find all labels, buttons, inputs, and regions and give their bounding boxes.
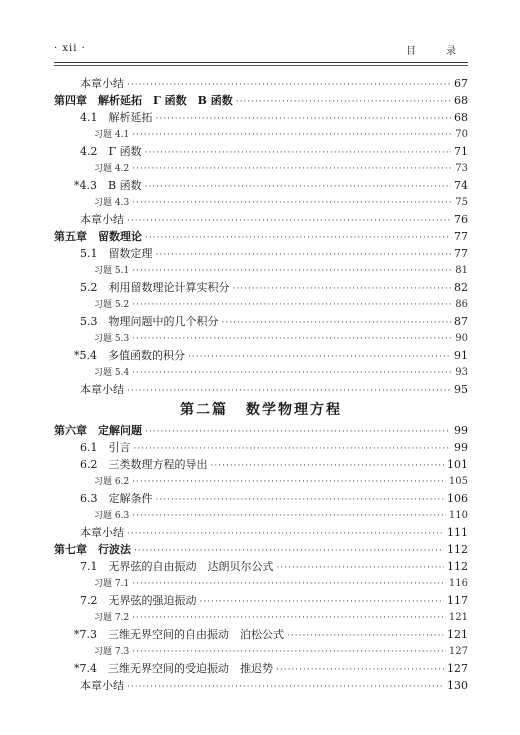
entry-page-number: 76 [454, 213, 468, 226]
toc-entry-exercise[interactable] [54, 575, 468, 592]
entry-page-number: 70 [455, 129, 468, 140]
dot-leader [132, 644, 446, 661]
toc-entry-section[interactable] [54, 75, 468, 92]
toc-entry-exercise[interactable] [54, 194, 468, 211]
entry-title: *7.3 三维无界空间的自由振动 泊松公式 [74, 628, 284, 641]
dot-leader [236, 94, 451, 111]
toc-entry-section[interactable] [54, 660, 468, 677]
toc-entry-chapter[interactable] [54, 541, 468, 558]
entry-page-number: 121 [447, 628, 468, 641]
dot-leader [156, 111, 452, 128]
entry-page-number: 82 [454, 281, 468, 294]
page-number: · xii · [54, 43, 86, 54]
toc-entry-exercise[interactable] [54, 609, 468, 626]
entry-title: 习题 5.3 [94, 334, 130, 344]
entry-page-number: 68 [454, 111, 468, 124]
toc-entry-exercise[interactable] [54, 473, 468, 490]
header-rule-thin [54, 65, 468, 66]
dot-leader [145, 230, 451, 247]
entry-title: 本章小结 [80, 383, 124, 396]
toc-entry-exercise[interactable] [54, 160, 468, 177]
part-number: 第二篇 [180, 402, 228, 418]
toc-entry-section[interactable] [54, 245, 468, 262]
toc-entry-section[interactable] [54, 279, 468, 296]
dot-leader [222, 315, 452, 332]
entry-page-number: 81 [455, 265, 468, 276]
toc-entry-exercise[interactable] [54, 296, 468, 313]
dot-leader [287, 628, 444, 645]
entry-page-number: 75 [455, 197, 468, 208]
entry-title: 习题 7.3 [94, 647, 130, 657]
entry-page-number: 112 [447, 543, 468, 556]
toc-entry-section[interactable] [54, 143, 468, 160]
entry-title: 本章小结 [80, 526, 124, 539]
entry-title: 6.1 引言 [80, 441, 131, 454]
part-title: 数学物理方程 [246, 402, 342, 418]
entry-page-number: 105 [448, 476, 468, 487]
header-rule [54, 62, 468, 63]
entry-title: 第六章 定解问题 [54, 424, 142, 437]
toc-entry-exercise[interactable] [54, 262, 468, 279]
toc-entry-exercise[interactable] [54, 643, 468, 660]
dot-leader [145, 424, 451, 441]
dot-leader [145, 179, 451, 196]
dot-leader [127, 679, 444, 696]
dot-leader [132, 508, 446, 525]
dot-leader [132, 127, 452, 144]
entry-title: 习题 5.1 [94, 266, 130, 276]
toc-entry-section[interactable] [54, 211, 468, 228]
entry-title: 习题 7.1 [94, 579, 130, 589]
toc-entry-section[interactable] [54, 177, 468, 194]
dot-leader [132, 161, 452, 178]
entry-title: 6.3 定解条件 [80, 492, 153, 505]
entry-page-number: 127 [448, 646, 468, 657]
entry-title: 本章小结 [80, 77, 124, 90]
entry-title: 第四章 解析延拓 Γ 函数 B 函数 [54, 94, 233, 107]
toc-entry-section[interactable] [54, 626, 468, 643]
dot-leader [188, 349, 451, 366]
dot-leader [132, 195, 452, 212]
dot-leader [200, 594, 445, 611]
dot-leader [156, 492, 445, 509]
toc-entry-section[interactable] [54, 490, 468, 507]
entry-page-number: 99 [454, 441, 468, 454]
entry-title: 7.1 无界弦的自由振动 达朗贝尔公式 [80, 560, 274, 573]
entry-title: *4.3 B 函数 [74, 179, 142, 192]
dot-leader [156, 247, 452, 264]
dot-leader [127, 526, 444, 543]
entry-title: 习题 6.3 [94, 511, 130, 521]
toc-entry-section[interactable] [54, 592, 468, 609]
entry-title: 本章小结 [80, 213, 124, 226]
toc-entry-chapter[interactable] [54, 92, 468, 109]
entry-page-number: 77 [454, 247, 468, 260]
dot-leader [132, 365, 452, 382]
table-of-contents [54, 75, 468, 694]
dot-leader [276, 662, 444, 679]
toc-entry-chapter[interactable] [54, 422, 468, 439]
part-heading [54, 398, 468, 422]
entry-page-number: 112 [447, 560, 468, 573]
entry-page-number: 110 [448, 510, 468, 521]
entry-page-number: 74 [454, 179, 468, 192]
dot-leader [145, 145, 451, 162]
dot-leader [132, 474, 446, 491]
toc-entry-section[interactable] [54, 524, 468, 541]
toc-entry-exercise[interactable] [54, 364, 468, 381]
dot-leader [132, 331, 452, 348]
running-title: 目 录 [406, 46, 466, 57]
entry-page-number: 90 [455, 333, 468, 344]
entry-page-number: 73 [455, 163, 468, 174]
entry-title: 7.2 无界弦的强迫振动 [80, 594, 197, 607]
entry-page-number: 106 [447, 492, 468, 505]
dot-leader [132, 297, 452, 314]
entry-page-number: 71 [454, 145, 468, 158]
dot-leader [233, 281, 452, 298]
entry-page-number: 93 [455, 367, 468, 378]
entry-title: 习题 4.1 [94, 130, 130, 140]
entry-page-number: 117 [447, 594, 468, 607]
toc-entry-section[interactable] [54, 109, 468, 126]
dot-leader [132, 610, 446, 627]
toc-entry-chapter[interactable] [54, 228, 468, 245]
entry-page-number: 68 [454, 94, 468, 107]
toc-entry-section[interactable] [54, 381, 468, 398]
entry-page-number: 77 [454, 230, 468, 243]
entry-page-number: 95 [454, 383, 468, 396]
toc-entry-section[interactable] [54, 456, 468, 473]
entry-page-number: 101 [447, 458, 468, 471]
entry-page-number: 121 [448, 612, 468, 623]
dot-leader [132, 576, 446, 593]
entry-page-number: 91 [454, 349, 468, 362]
entry-title: 5.2 利用留数理论计算实积分 [80, 281, 230, 294]
dot-leader [127, 213, 451, 230]
entry-title: 习题 5.4 [94, 368, 130, 378]
toc-entry-section[interactable] [54, 558, 468, 575]
entry-title: 5.3 物理问题中的几个积分 [80, 315, 219, 328]
entry-page-number: 87 [454, 315, 468, 328]
entry-page-number: 99 [454, 424, 468, 437]
entry-title: 习题 4.3 [94, 198, 130, 208]
entry-title: 4.2 Γ 函数 [80, 145, 142, 158]
entry-title: *7.4 三维无界空间的受迫振动 推迟势 [74, 662, 273, 675]
entry-title: 第五章 留数理论 [54, 230, 142, 243]
toc-entry-section[interactable] [54, 313, 468, 330]
entry-title: 6.2 三类数理方程的导出 [80, 458, 208, 471]
entry-page-number: 86 [455, 299, 468, 310]
entry-title: 本章小结 [80, 679, 124, 692]
dot-leader [132, 263, 452, 280]
entry-title: 第七章 行波法 [54, 543, 131, 556]
entry-title: 习题 7.2 [94, 613, 130, 623]
dot-leader [277, 560, 445, 577]
toc-entry-exercise[interactable] [54, 126, 468, 143]
entry-page-number: 67 [454, 77, 468, 90]
toc-entry-section[interactable] [54, 439, 468, 456]
entry-page-number: 111 [447, 526, 468, 539]
entry-title: 5.1 留数定理 [80, 247, 153, 260]
toc-entry-section[interactable] [54, 347, 468, 364]
entry-page-number: 130 [447, 679, 468, 692]
entry-title: 习题 6.2 [94, 477, 130, 487]
entry-page-number: 116 [448, 578, 468, 589]
entry-title: 4.1 解析延拓 [80, 111, 153, 124]
entry-title: 习题 4.2 [94, 164, 130, 174]
entry-page-number: 127 [447, 662, 468, 675]
entry-title: *5.4 多值函数的积分 [74, 349, 185, 362]
dot-leader [211, 458, 445, 475]
toc-entry-exercise[interactable] [54, 330, 468, 347]
toc-entry-section[interactable] [54, 677, 468, 694]
entry-title: 习题 5.2 [94, 300, 130, 310]
toc-entry-exercise[interactable] [54, 507, 468, 524]
